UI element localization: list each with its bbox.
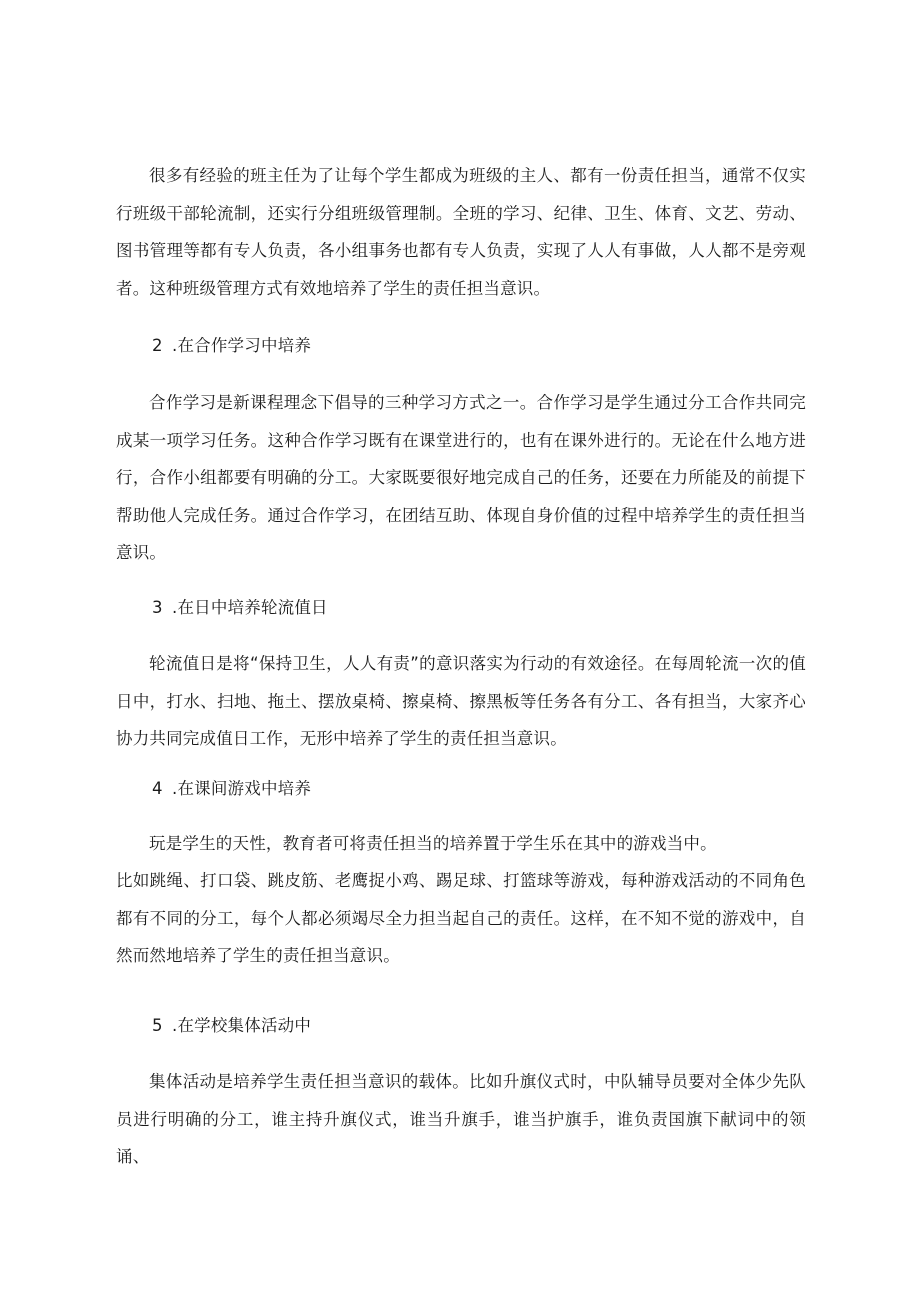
section-heading-2 (152, 334, 311, 358)
section-heading-4 (152, 777, 311, 801)
section-number: 2 (152, 336, 163, 355)
paragraph-duty-rotation: 轮流值日是将“保持卫生，人人有责”的意识落实为行动的有效途径。在每周轮流一次的值日中，打水、扫地、拖土、摆放桌椅、擦桌椅、擦黑板等任务各有分工、各有担当，大家齐心协力共同完成值日工作，无形中培养了学生的责任担当意识。 (116, 654, 806, 748)
section-heading-5 (152, 1014, 311, 1038)
section-heading-3 (152, 596, 328, 620)
paragraph-collective-activities: 集体活动是培养学生责任担当意识的载体。比如升旗仪式时，中队辅导员要对全体少先队员进行明确的分工，谁主持升旗仪式，谁当升旗手，谁当护旗手，谁负责国旗下献词中的领诵、 (116, 1072, 806, 1166)
section-title: .在合作学习中培养 (172, 336, 312, 355)
paragraph-class-management: 很多有经验的班主任为了让每个学生都成为班级的主人、都有一份责任担当，通常不仅实行班级干部轮流制，还实行分组班级管理制。全班的学习、纪律、卫生、体育、文艺、劳动、图书管理等都有专人负责，各小组事务也都有专人负责，实现了人人有事做，人人都不是旁观者。这种班级管理方式有效地培养了学生的责任担当意识。 (116, 166, 806, 298)
section-number: 4 (152, 779, 163, 798)
paragraph-games-first-line: 玩是学生的天性，教育者可将责任担当的培养置于学生乐在其中的游戏当中。 (149, 834, 717, 853)
section-title: .在日中培养轮流值日 (172, 598, 328, 617)
section-number: 3 (152, 598, 163, 617)
section-title: .在课间游戏中培养 (172, 779, 312, 798)
section-number: 5 (152, 1016, 163, 1035)
section-title: .在学校集体活动中 (172, 1016, 312, 1035)
paragraph-cooperative-learning: 合作学习是新课程理念下倡导的三种学习方式之一。合作学习是学生通过分工合作共同完成某一项学习任务。这种合作学习既有在课堂进行的，也有在课外进行的。无论在什么地方进行，合作小组都要有明确的分工。大家既要很好地完成自己的任务，还要在力所能及的前提下帮助他人完成任务。通过合作学习，在团结互助、体现自身价值的过程中培养学生的责任担当意识。 (116, 393, 806, 562)
paragraph-games: 比如跳绳、打口袋、跳皮筋、老鹰捉小鸡、踢足球、打篮球等游戏，每种游戏活动的不同角色都有不同的分工，每个人都必须竭尽全力担当起自己的责任。这样，在不知不觉的游戏中，自然而然地培养了学生的责任担当意识。 (116, 871, 806, 965)
